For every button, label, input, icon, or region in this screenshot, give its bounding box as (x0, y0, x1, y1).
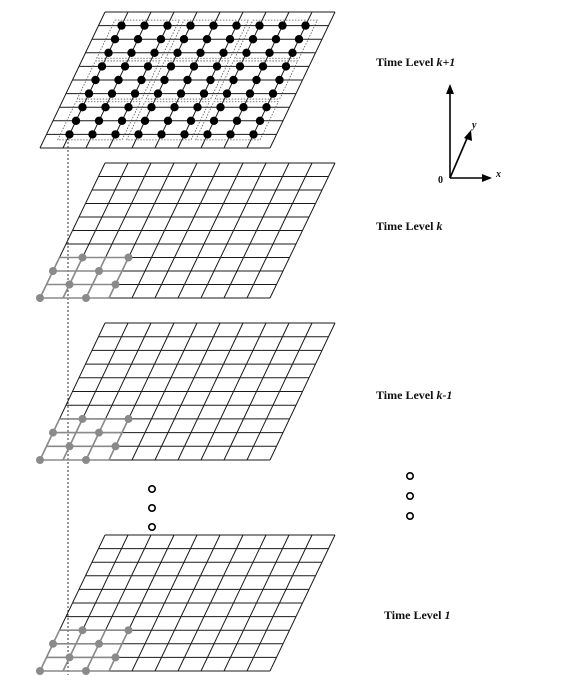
grid-layer-k-minus-1 (36, 323, 335, 464)
stencil-node (112, 653, 120, 661)
grid-node (85, 89, 93, 97)
grid-node (154, 89, 162, 97)
grid-node (210, 117, 218, 125)
grid-node (183, 76, 191, 84)
grid-node (252, 76, 260, 84)
grid-node (301, 21, 309, 29)
stencil-node (82, 667, 90, 675)
y-axis-arrowhead (464, 130, 472, 141)
grid-node (98, 62, 106, 70)
stencil-line (40, 258, 60, 299)
stencil-node (36, 294, 44, 302)
grid-node (278, 21, 286, 29)
grid-node (111, 130, 119, 138)
grid-node (216, 103, 224, 111)
stencil-line (63, 419, 83, 460)
grid-node (242, 49, 250, 57)
grid-node (236, 62, 244, 70)
grid-node (131, 89, 139, 97)
grid-node (121, 62, 129, 70)
stencil-node (82, 456, 90, 464)
stencil-node (79, 415, 87, 423)
grid-node (108, 89, 116, 97)
ellipsis-dot (149, 486, 155, 492)
stencil-node (49, 429, 57, 437)
grid-node (163, 21, 171, 29)
stencil-line (63, 258, 83, 299)
grid-node (137, 76, 145, 84)
grid-node (255, 21, 263, 29)
grid-node (144, 62, 152, 70)
y-axis-line (450, 136, 468, 178)
stencil-node (66, 442, 74, 450)
grid-node (226, 35, 234, 43)
grid-node (265, 49, 273, 57)
grid-node (223, 89, 231, 97)
grid-node (246, 89, 254, 97)
grid-node (65, 130, 73, 138)
z-axis-arrowhead (446, 84, 454, 94)
grid-node (157, 35, 165, 43)
grid-node (104, 49, 112, 57)
grid-node (127, 49, 135, 57)
stencil-node (112, 281, 120, 289)
ellipsis-dot (407, 513, 413, 519)
grid-node (124, 103, 132, 111)
y-axis-label: y (472, 120, 477, 131)
grid-node (282, 62, 290, 70)
grid-node (157, 130, 165, 138)
grid-node (233, 117, 241, 125)
stencil-line (109, 419, 129, 460)
stencil-node (49, 267, 57, 275)
stencil-node (66, 281, 74, 289)
stencil-line (63, 630, 83, 671)
grid-node (150, 49, 158, 57)
grid-node (101, 103, 109, 111)
x-axis-arrowhead (482, 174, 492, 182)
stencil-node (66, 653, 74, 661)
grid-layer-1 (36, 535, 335, 675)
grid-node (295, 35, 303, 43)
stencil-line (86, 630, 106, 671)
stencil-node (79, 626, 87, 634)
grid-node (200, 89, 208, 97)
grid-node (134, 130, 142, 138)
stencil-node (36, 456, 44, 464)
grid-node (249, 130, 257, 138)
stencil-node (49, 640, 57, 648)
grid-node (186, 21, 194, 29)
grid-node (91, 76, 99, 84)
stencil-line (40, 419, 60, 460)
stencil-node (95, 429, 103, 437)
grid-node (111, 35, 119, 43)
grid-node (193, 103, 201, 111)
grid-node (170, 103, 178, 111)
stencil-node (95, 267, 103, 275)
grid-node (88, 130, 96, 138)
grid-node (219, 49, 227, 57)
grid-node (173, 49, 181, 57)
stencil-line (86, 258, 106, 299)
stencil-line (109, 630, 129, 671)
grid-node (147, 103, 155, 111)
stencil-node (95, 640, 103, 648)
coordinate-axes (438, 84, 501, 186)
grid-node (164, 117, 172, 125)
grid-node (288, 49, 296, 57)
grid-node (259, 62, 267, 70)
stencil-node (125, 415, 133, 423)
grid-node (118, 117, 126, 125)
stencil-node (112, 442, 120, 450)
stencil-line (40, 630, 60, 671)
grid-node (114, 76, 122, 84)
grid-node (229, 76, 237, 84)
grid-node (141, 117, 149, 125)
grid-node (269, 89, 277, 97)
grid-node (203, 130, 211, 138)
origin-label: 0 (438, 175, 443, 186)
stencil-line (109, 258, 129, 299)
level-label-k-minus-1: Time Level k-1 (376, 388, 453, 402)
level-label-k: Time Level k (376, 219, 443, 233)
grid-node (180, 130, 188, 138)
grid-node (95, 117, 103, 125)
stencil-node (79, 254, 87, 262)
ellipsis-left (149, 486, 155, 530)
grid-node (249, 35, 257, 43)
grid-node (117, 21, 125, 29)
grid-node (262, 103, 270, 111)
ellipsis-dot (149, 524, 155, 530)
grid-node (187, 117, 195, 125)
ellipsis-right (407, 473, 413, 519)
grid-node (206, 76, 214, 84)
grid-layer-k-plus-1 (40, 12, 335, 148)
grid-node (167, 62, 175, 70)
ellipsis-dot (407, 473, 413, 479)
grid-node (232, 21, 240, 29)
grid-layer-k (36, 163, 335, 302)
stencil-node (36, 667, 44, 675)
ellipsis-dot (407, 493, 413, 499)
grid-node (134, 35, 142, 43)
grid-node (256, 117, 264, 125)
grid-node (213, 62, 221, 70)
x-axis-label: x (496, 169, 501, 180)
grid-node (209, 21, 217, 29)
grid-node (239, 103, 247, 111)
level-label-1: Time Level 1 (384, 608, 451, 622)
grid-node (160, 76, 168, 84)
grid-node (180, 35, 188, 43)
ellipsis-dot (149, 505, 155, 511)
grid-node (226, 130, 234, 138)
stencil-node (125, 626, 133, 634)
grid-node (190, 62, 198, 70)
grid-node (196, 49, 204, 57)
stencil-line (86, 419, 106, 460)
grid-node (140, 21, 148, 29)
grid-node (275, 76, 283, 84)
level-label-k-plus-1: Time Level k+1 (376, 55, 456, 69)
grid-node (272, 35, 280, 43)
grid-node (72, 117, 80, 125)
grid-node (78, 103, 86, 111)
stencil-node (82, 294, 90, 302)
stencil-node (125, 254, 133, 262)
grid-node (177, 89, 185, 97)
grid-node (203, 35, 211, 43)
